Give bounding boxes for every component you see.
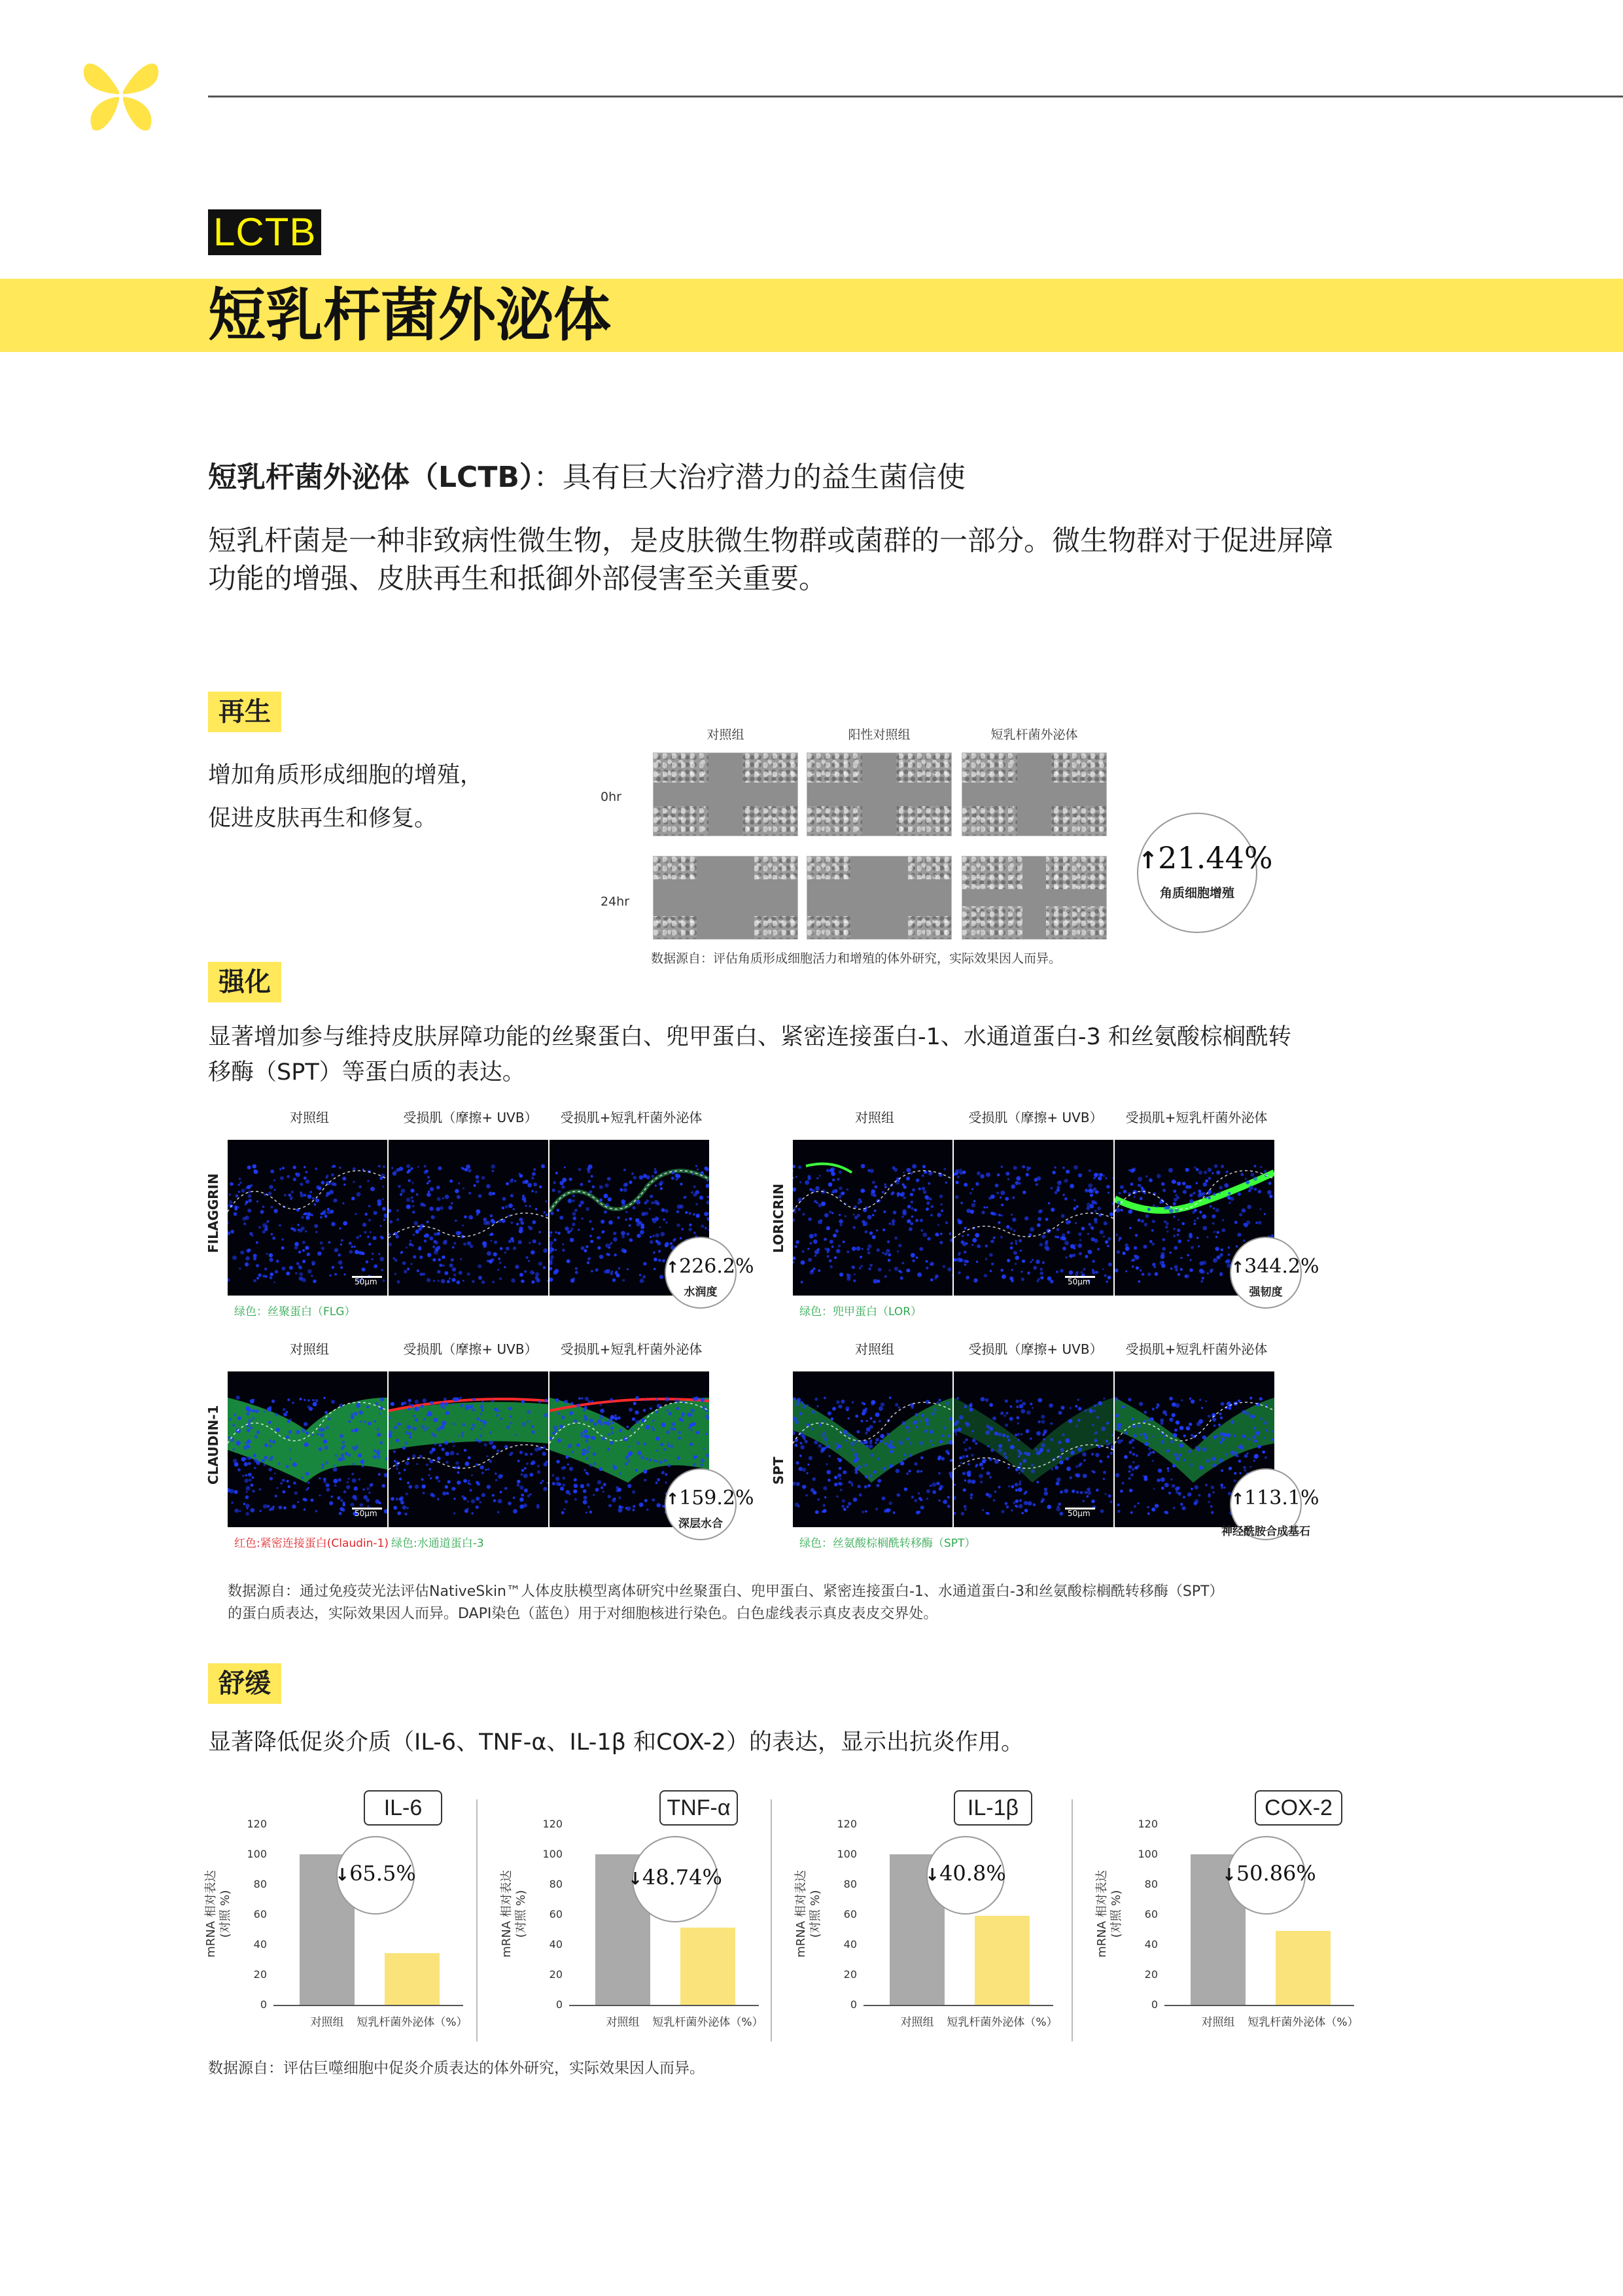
- x-category-label: 短乳杆菌外泌体（%）: [357, 2016, 468, 2029]
- panel-column-header: 受损肌（摩擦+ UVB）: [403, 1341, 538, 1357]
- result-value: 344.2%: [1244, 1255, 1319, 1278]
- y-axis-label-line1: mRNA 相对表达: [1095, 1870, 1109, 1958]
- y-tick-label: 120: [247, 1818, 267, 1830]
- y-tick-label: 0: [1151, 1998, 1158, 2011]
- soothe-source: 数据源自：评估巨噬细胞中促炎介质表达的体外研究，实际效果因人而异。: [208, 2060, 705, 2077]
- cell-image-positive-0hr: [807, 752, 952, 836]
- result-value-wrap: [666, 1255, 754, 1278]
- y-tick-label: 80: [843, 1878, 857, 1890]
- reduction-value-wrap: [331, 1861, 420, 1886]
- chart-title: COX-2: [1255, 1790, 1342, 1826]
- reduction-value: 50.86%: [1236, 1861, 1316, 1886]
- butterfly-logo-icon: [79, 52, 164, 137]
- reduction-value: 40.8%: [939, 1861, 1006, 1886]
- y-tick-label: 40: [253, 1938, 267, 1951]
- regen-row-label: 24hr: [601, 894, 630, 909]
- y-tick-label: 20: [549, 1968, 563, 1981]
- x-category-label: 对照组: [310, 2016, 344, 2029]
- x-axis-line: [864, 2005, 1053, 2006]
- section-label-soothe: 舒缓: [208, 1663, 281, 1704]
- microscopy-image: [389, 1140, 548, 1296]
- x-category-label: 对照组: [1201, 2016, 1235, 2029]
- x-category-label: 短乳杆菌外泌体（%）: [1248, 2016, 1359, 2029]
- result-label: 角质细胞增殖: [1159, 886, 1234, 900]
- panel-column-header: 对照组: [855, 1110, 894, 1125]
- result-label: 水润度: [684, 1286, 718, 1299]
- y-axis-label-line2: (对照 %): [1109, 1890, 1123, 1938]
- marker-label: LORICRIN: [771, 1183, 786, 1253]
- y-axis-label-line2: (对照 %): [809, 1890, 822, 1938]
- result-value: 113.1%: [1244, 1487, 1319, 1510]
- regeneration-text-line2: 促进皮肤再生和修复。: [208, 805, 438, 832]
- result-circle: [1221, 1468, 1319, 1540]
- result-label: 神经酰胺合成基石: [1221, 1525, 1310, 1538]
- legend-green: 绿色：丝聚蛋白（FLG）: [234, 1305, 356, 1318]
- product-code-tag: LCTB: [208, 209, 321, 255]
- y-tick-label: 100: [837, 1848, 857, 1860]
- reduction-value-wrap: [627, 1865, 724, 1890]
- bar-treatment: [975, 1916, 1030, 2005]
- intro-heading-bold: 短乳杆菌外泌体（LCTB）: [208, 461, 534, 494]
- y-axis-label-line2: (对照 %): [218, 1890, 232, 1938]
- legend-green: 绿色：兜甲蛋白（LOR）: [799, 1305, 922, 1318]
- legend-red: 红色:紧密连接蛋白(Claudin-1): [234, 1537, 389, 1550]
- panel-column-header: 受损肌+短乳杆菌外泌体: [560, 1110, 703, 1125]
- y-axis-label: [204, 1865, 233, 1963]
- reduction-value: 65.5%: [349, 1861, 416, 1886]
- panel-column-header: 对照组: [855, 1341, 894, 1357]
- panel-column-header: 对照组: [290, 1341, 329, 1357]
- microscopy-image: [228, 1371, 387, 1527]
- y-tick-label: 0: [555, 1998, 563, 2011]
- section-label-strengthen: 强化: [208, 962, 281, 1002]
- bar-treatment: [680, 1928, 735, 2005]
- y-tick-label: 80: [253, 1878, 267, 1890]
- strengthen-source-line2: 的蛋白质表达，实际效果因人而异。DAPI染色（蓝色）用于对细胞核进行染色。白色虚线表示真皮表皮交界处。: [228, 1606, 938, 1622]
- x-category-label: 短乳杆菌外泌体（%）: [652, 2016, 763, 2029]
- arrow-down-icon: ↓: [335, 1865, 350, 1885]
- regeneration-text-line1: 增加角质形成细胞的增殖，: [208, 762, 483, 788]
- reduction-circle: [628, 1836, 722, 1922]
- y-tick-label: 40: [549, 1938, 563, 1951]
- microscopy-image: [389, 1371, 548, 1527]
- y-tick-label: 40: [843, 1938, 857, 1951]
- chart-divider: [476, 1799, 478, 2041]
- arrow-up-icon: ↑: [666, 1490, 680, 1508]
- marker-label: CLAUDIN-1: [205, 1405, 221, 1485]
- result-circle: [665, 1468, 754, 1540]
- x-axis-line: [1164, 2005, 1354, 2006]
- intro-heading-light: ：具有巨大治疗潜力的益生菌信使: [533, 461, 966, 494]
- soothe-body: 显著降低促炎介质（IL-6、TNF-α、IL-1β 和COX-2）的表达，显示出抗炎作用。: [208, 1729, 1024, 1756]
- scale-bar-label: 50μm: [355, 1509, 377, 1518]
- legend-green: 绿色：丝氨酸棕榈酰转移酶（SPT）: [799, 1537, 976, 1550]
- result-value-wrap: [666, 1487, 754, 1510]
- panel-column-header: 受损肌（摩擦+ UVB）: [968, 1341, 1103, 1357]
- microscopy-image: [228, 1140, 387, 1296]
- arrow-up-icon: ↑: [1231, 1258, 1245, 1277]
- y-tick-label: 60: [1144, 1908, 1158, 1920]
- regen-col-header: 阳性对照组: [848, 728, 911, 742]
- result-value-wrap: [1231, 1255, 1319, 1278]
- y-axis-label: [500, 1865, 529, 1963]
- arrow-down-icon: ↓: [925, 1865, 940, 1885]
- y-tick-label: 20: [1144, 1968, 1158, 1981]
- y-tick-label: 60: [843, 1908, 857, 1920]
- strengthen-body: 显著增加参与维持皮肤屏障功能的丝聚蛋白、兜甲蛋白、紧密连接蛋白-1、水通道蛋白-3 和丝氨酸棕榈酰转移酶（SPT）等蛋白质的表达。: [208, 1024, 1291, 1086]
- y-tick-label: 100: [542, 1848, 563, 1860]
- microscopy-image: [793, 1371, 952, 1527]
- y-tick-label: 0: [850, 1998, 857, 2011]
- header-rule: [208, 96, 1623, 97]
- x-category-label: 对照组: [606, 2016, 640, 2029]
- marker-label: SPT: [771, 1457, 786, 1485]
- arrow-down-icon: ↓: [1222, 1865, 1236, 1885]
- y-tick-label: 120: [1138, 1818, 1158, 1830]
- y-tick-label: 100: [1138, 1848, 1158, 1860]
- scale-bar-label: 50μm: [355, 1277, 377, 1286]
- x-category-label: 对照组: [900, 2016, 934, 2029]
- y-tick-label: 120: [837, 1818, 857, 1830]
- bar-treatment: [385, 1953, 440, 2005]
- y-axis-label-line1: mRNA 相对表达: [794, 1870, 808, 1958]
- y-tick-label: 80: [1144, 1878, 1158, 1890]
- regen-col-header: 短乳杆菌外泌体: [990, 728, 1078, 742]
- y-tick-label: 120: [542, 1818, 563, 1830]
- x-axis-line: [569, 2005, 759, 2006]
- result-value: 159.2%: [679, 1487, 754, 1510]
- x-category-label: 短乳杆菌外泌体（%）: [947, 2016, 1058, 2029]
- result-circle: [665, 1237, 754, 1309]
- y-tick-label: 80: [549, 1878, 563, 1890]
- cell-image-lctb-24hr: [962, 856, 1107, 940]
- panel-column-header: 受损肌+短乳杆菌外泌体: [1125, 1110, 1268, 1125]
- regen-row-label: 0hr: [601, 790, 621, 804]
- section-label-regeneration: 再生: [208, 692, 281, 732]
- intro-body: 短乳杆菌是一种非致病性微生物，是皮肤微生物群或菌群的一部分。微生物群对于促进屏障功能的增强、皮肤再生和抵御外部侵害至关重要。: [208, 525, 1333, 595]
- result-circle-regeneration: [1137, 813, 1273, 933]
- result-value: 226.2%: [679, 1255, 754, 1278]
- scale-bar-label: 50μm: [1068, 1509, 1091, 1518]
- chart-title: IL-1β: [954, 1790, 1032, 1826]
- y-tick-label: 20: [843, 1968, 857, 1981]
- arrow-up-icon: ↑: [1231, 1490, 1245, 1508]
- regen-col-header: 对照组: [707, 728, 744, 742]
- microscopy-image: [793, 1140, 952, 1296]
- y-tick-label: 60: [549, 1908, 563, 1920]
- y-axis-label-line1: mRNA 相对表达: [204, 1870, 218, 1958]
- reduction-circle: [926, 1836, 1005, 1915]
- arrow-up-icon: ↑: [666, 1258, 680, 1277]
- panel-column-header: 受损肌+短乳杆菌外泌体: [560, 1341, 703, 1357]
- y-tick-label: 20: [253, 1968, 267, 1981]
- result-value: 21.44%: [1158, 840, 1273, 875]
- reduction-value-wrap: [1222, 1861, 1316, 1886]
- reduction-circle: [1222, 1836, 1316, 1915]
- y-axis-label-line1: mRNA 相对表达: [500, 1870, 514, 1958]
- cell-image-control-24hr: [653, 856, 798, 940]
- marker-label: FILAGGRIN: [205, 1173, 221, 1253]
- result-value-wrap: [1231, 1487, 1319, 1510]
- microscopy-image: [954, 1371, 1113, 1527]
- microscopy-image: [954, 1140, 1113, 1296]
- chart-title: IL-6: [364, 1790, 442, 1826]
- arrow-up-icon: ↑: [1138, 847, 1159, 874]
- chart-divider: [771, 1799, 772, 2041]
- x-axis-line: [273, 2005, 463, 2006]
- legend-green: 绿色:水通道蛋白-3: [391, 1537, 484, 1550]
- result-circle: [1230, 1237, 1319, 1309]
- result-label: 深层水合: [678, 1517, 723, 1530]
- cell-image-lctb-0hr: [962, 752, 1107, 836]
- strengthen-source-line1: 数据源自：通过免疫荧光法评估NativeSkin™人体皮肤模型离体研究中丝聚蛋白、兜甲蛋白、紧密连接蛋白-1、水通道蛋白-3和丝氨酸棕榈酰转移酶（SPT）: [228, 1583, 1224, 1600]
- panel-column-header: 受损肌（摩擦+ UVB）: [403, 1110, 538, 1125]
- cell-image-control-0hr: [653, 752, 798, 836]
- panel-column-header: 对照组: [290, 1110, 329, 1125]
- cell-image-positive-24hr: [807, 856, 952, 940]
- chart-divider: [1072, 1799, 1073, 2041]
- reduction-value: 48.74%: [642, 1865, 722, 1890]
- result-label: 强韧度: [1249, 1286, 1283, 1299]
- regeneration-source: 数据源自：评估角质形成细胞活力和增殖的体外研究，实际效果因人而异。: [651, 951, 1062, 966]
- panel-column-header: 受损肌+短乳杆菌外泌体: [1125, 1341, 1268, 1357]
- arrow-down-icon: ↓: [628, 1869, 642, 1889]
- bar-treatment: [1276, 1931, 1331, 2005]
- y-tick-label: 40: [1144, 1938, 1158, 1951]
- page-title: 短乳杆菌外泌体: [208, 281, 612, 349]
- y-axis-label-line2: (对照 %): [514, 1890, 528, 1938]
- reduction-value-wrap: [921, 1861, 1010, 1886]
- reduction-circle: [336, 1836, 415, 1915]
- intro-heading: [208, 458, 966, 497]
- panel-column-header: 受损肌（摩擦+ UVB）: [968, 1110, 1103, 1125]
- y-tick-label: 100: [247, 1848, 267, 1860]
- y-axis-label: [1095, 1865, 1124, 1963]
- chart-title: TNF-α: [659, 1790, 738, 1826]
- y-tick-label: 60: [253, 1908, 267, 1920]
- y-axis-label: [794, 1865, 823, 1963]
- y-tick-label: 0: [260, 1998, 267, 2011]
- scale-bar-label: 50μm: [1068, 1277, 1091, 1286]
